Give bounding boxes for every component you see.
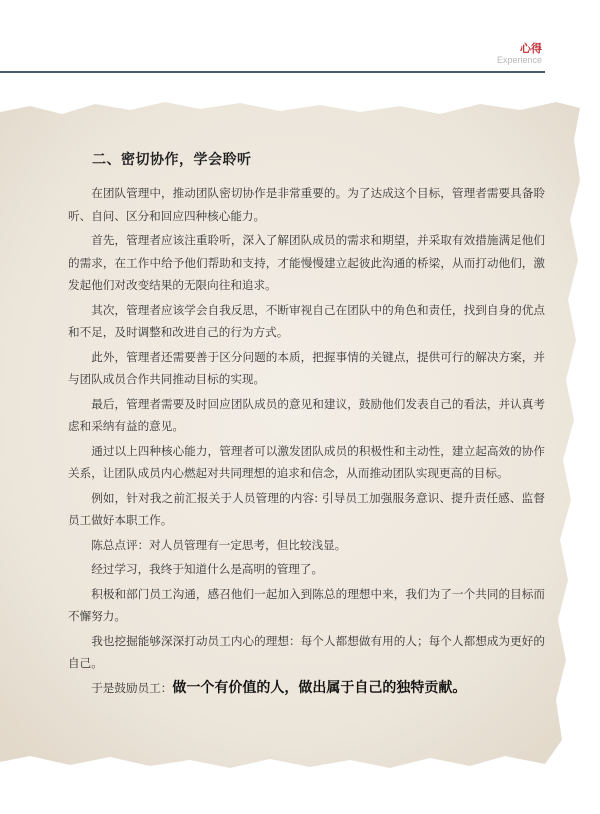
paragraph: 经过学习，我终于知道什么是高明的管理了。 bbox=[91, 562, 324, 576]
paragraph: 积极和部门员工沟通，感召他们一起加入到陈总的理想中来，我们为了一个共同的目标而不懈努力。 bbox=[68, 586, 545, 623]
closing-emphasis: 做一个有价值的人，做出属于自己的独特贡献。 bbox=[172, 679, 467, 696]
paragraph: 最后，管理者需要及时回应团队成员的意见和建议，鼓励他们发表自己的看法，并认真考虑和采纳有益的意见。 bbox=[68, 396, 545, 433]
paragraph: 在团队管理中，推动团队密切协作是非常重要的。为了达成这个目标，管理者需要具备聆听、自问、区分和回应四种核心能力。 bbox=[68, 186, 545, 223]
paragraph: 通过以上四种核心能力，管理者可以激发团队成员的积极性和主动性，建立起高效的协作关系，让团队成员内心燃起对共同理想的追求和信念，从而推动团队实现更高的目标。 bbox=[68, 443, 545, 480]
paragraph: 陈总点评：对人员管理有一定思考，但比较浅显。 bbox=[91, 537, 347, 552]
section-tag bbox=[497, 42, 542, 66]
closing-prefix: 于是鼓励员工： bbox=[91, 680, 173, 695]
paragraph: 此外，管理者还需要善于区分问题的本质，把握事情的关键点，提供可行的解决方案，并与团队成员合作共同推动目标的实现。 bbox=[68, 349, 545, 386]
section-tag-en: Experience bbox=[496, 55, 542, 65]
article-body bbox=[68, 150, 545, 701]
header-rule bbox=[0, 71, 545, 73]
closing-paragraph bbox=[68, 677, 545, 700]
section-heading: 二、密切协作，学会聆听 bbox=[92, 152, 252, 168]
paragraph: 例如，针对我之前汇报关于人员管理的内容: 引导员工加强服务意识、提升责任感、监督员工做好本职工作。 bbox=[68, 490, 545, 527]
paragraph: 其次，管理者应该学会自我反思，不断审视自己在团队中的角色和责任，找到自身的优点和不足，及时调整和改进自己的行为方式。 bbox=[68, 302, 545, 339]
paragraph: 首先，管理者应该注重聆听，深入了解团队成员的需求和期望，并采取有效措施满足他们的需求，在工作中给予他们帮助和支持，才能慢慢建立起彼此沟通的桥梁，从而打动他们，激发起他们对改变结果的无限向往和追求。 bbox=[68, 233, 545, 292]
paragraph: 我也挖掘能够深深打动员工内心的理想：每个人都想做有用的人；每个人都想成为更好的自己。 bbox=[68, 633, 545, 670]
section-tag-cn: 心得 bbox=[520, 42, 542, 55]
